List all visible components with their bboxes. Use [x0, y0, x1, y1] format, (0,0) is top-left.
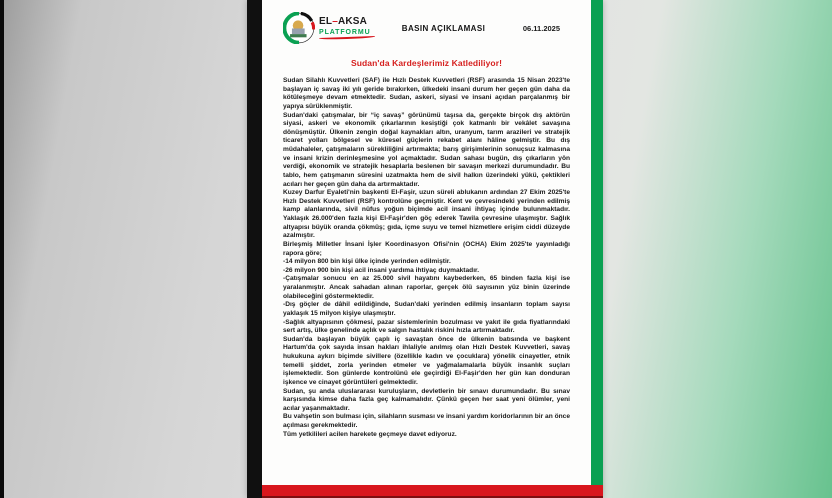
logo-subtitle: PLATFORMU — [319, 28, 371, 36]
body-paragraph: Bu vahşetin son bulması için, silahların susması ve insani yardım koridorlarının bir an önce açılması gerekmektedir. — [283, 413, 570, 429]
press-release-document — [247, 0, 603, 498]
flag-green-stripe — [591, 0, 603, 485]
platform-logo — [283, 12, 395, 44]
document-page — [262, 0, 591, 485]
al-aqsa-emblem-icon — [283, 12, 315, 44]
body-paragraph: Sudan Silahlı Kuvvetleri (SAF) ile Hızlı Destek Kuvvetleri (RSF) arasında 15 Nisan 2023'te başlayan iç savaş iki yılı geride bırakırken, ülkedeki insani durum her geçen gün daha da kötüleşmeye devam etmektedir. Sudan, askeri, siyasi ve insani açıdan parçalanmış bir yapıya sürüklenmiştir. — [283, 77, 570, 110]
document-main — [262, 0, 603, 498]
document-body — [283, 77, 570, 439]
body-paragraph: Kuzey Darfur Eyaleti'nin başkenti El-Faşir, uzun süreli ablukanın ardından 27 Ekim 2025'te Hızlı Destek Kuvvetleri (RSF) kontrolüne geçmiştir. Kent ve çevresindeki yerinden edilmiş kamp alanlarında, sivil nüfus yoğun biçimde acil insani ihtiyaç içinde bulunmaktadır. Yaklaşık 26.000'den fazla kişi El-Faşir'den göç ederek Tawila çevresine ulaşmıştır. Sağlık altyapısı büyük oranda çökmüş; gıda, içme suyu ve temel hizmetlere erişim ciddi düzeyde azalmıştır. — [283, 189, 570, 240]
body-bullet: -14 milyon 800 bin kişi ülke içinde yerinden edilmiştir. — [283, 258, 451, 266]
flag-red-stripe — [262, 485, 603, 498]
logo-wordmark — [319, 17, 375, 39]
body-bullet: -Çatışmalar sonucu en az 25.000 sivil hayatını kaybederken, 65 binden fazla kişi ise yaralanmıştır. Ancak sahadan alınan raporlar, gerçek ölü sayısının yüz binin üzerinde olabileceğini göstermektedir. — [283, 275, 570, 300]
body-paragraph: Sudan, şu anda uluslararası kuruluşların, devletlerin bir sınavı durumundadır. Bu sınav karşısında kimse daha fazla geç kalmamalıdır. Çünkü geçen her saat yeni ölümler, yeni acılar yaşanmaktadır. — [283, 387, 570, 412]
press-release-label: BASIN AÇIKLAMASI — [401, 23, 486, 33]
document-header — [283, 8, 570, 48]
image-left-border — [0, 0, 4, 498]
body-bullet: -26 milyon 900 bin kişi acil insani yardıma ihtiyaç duymaktadır. — [283, 266, 480, 274]
logo-name: EL–AKSA — [319, 16, 368, 27]
logo-red-dash: – — [332, 16, 338, 27]
document-title: Sudan'da Kardeşlerimiz Katlediliyor! — [350, 58, 503, 68]
logo-red-swoosh — [319, 36, 375, 40]
body-paragraph: Birleşmiş Milletler İnsani İşler Koordinasyon Ofisi'nin (OCHA) Ekim 2025'te yayınladığı rapora göre; — [283, 240, 570, 257]
body-bullet: -Sağlık altyapısının çökmesi, pazar sistemlerinin bozulması ve yakıt ile gıda fiyatlarındaki sert artış, ülke genelinde açlık ve salgın hastalık riskini hızla artırmaktadır. — [283, 318, 570, 335]
flag-black-stripe — [247, 0, 262, 498]
body-paragraph: Sudan'da başlayan büyük çaplı iç savaştan önce de ülkenin batısında ve başkent Hartum'da çok sayıda insan hakları ihlaliyle anılmış olan Hızlı Destek Kuvvetleri, savaş hukukuna aykırı biçimde sivillere (özellikle kadın ve çocuklara) yönelik cinayetler, etnik temelli şiddet, zorla yerinden etmeler ve yağmalamalarla büyük insanlık suçları işlemektedir. Son günlerde kontrolünü ele geçirdiği El-Faşir'den her gün kan donduran işkence ve cinayet görüntüleri gelmektedir. — [283, 335, 570, 386]
body-bullet: -Dış göçler de dâhil edildiğinde, Sudan'daki yerinden edilmiş insanların toplam sayısı yaklaşık 15 milyon kişiye ulaşmıştır. — [283, 301, 570, 317]
body-paragraph: Sudan'daki çatışmalar, bir “iç savaş” görünümü taşısa da, gerçekte birçok dış aktörün siyasi, askeri ve ekonomik çıkarlarının kesiştiği çok katmanlı bir vekâlet savaşına dönüşmüştür. Ülkenin zengin doğal kaynakları altın, uranyum, tarım arazileri ve stratejik ticaret yolları bölgesel ve küresel güçlerin rekabet alanı hâline gelmiştir. Bu dış müdahaleler, çatışmaların sürekliliğini artırmakta; barış girişimlerinin sonuçsuz kalmasına ve insani krizin derinleşmesine yol açmaktadır. Sudan sahası bugün, dış çıkarların yön verdiği, ekonomik ve stratejik hesaplarla beslenen bir savaşın merkezi durumundadır. Bu tablo, hem çatışmanın süresini uzatmakta hem de sivil halkın üzerindeki yükü, çektikleri acıları her geçen gün daha da artırmaktadır. — [283, 111, 570, 188]
closing-statement: Tüm yetkilileri acilen harekete geçmeye davet ediyoruz. — [283, 430, 457, 438]
date-label: 06.11.2025 — [522, 23, 560, 33]
